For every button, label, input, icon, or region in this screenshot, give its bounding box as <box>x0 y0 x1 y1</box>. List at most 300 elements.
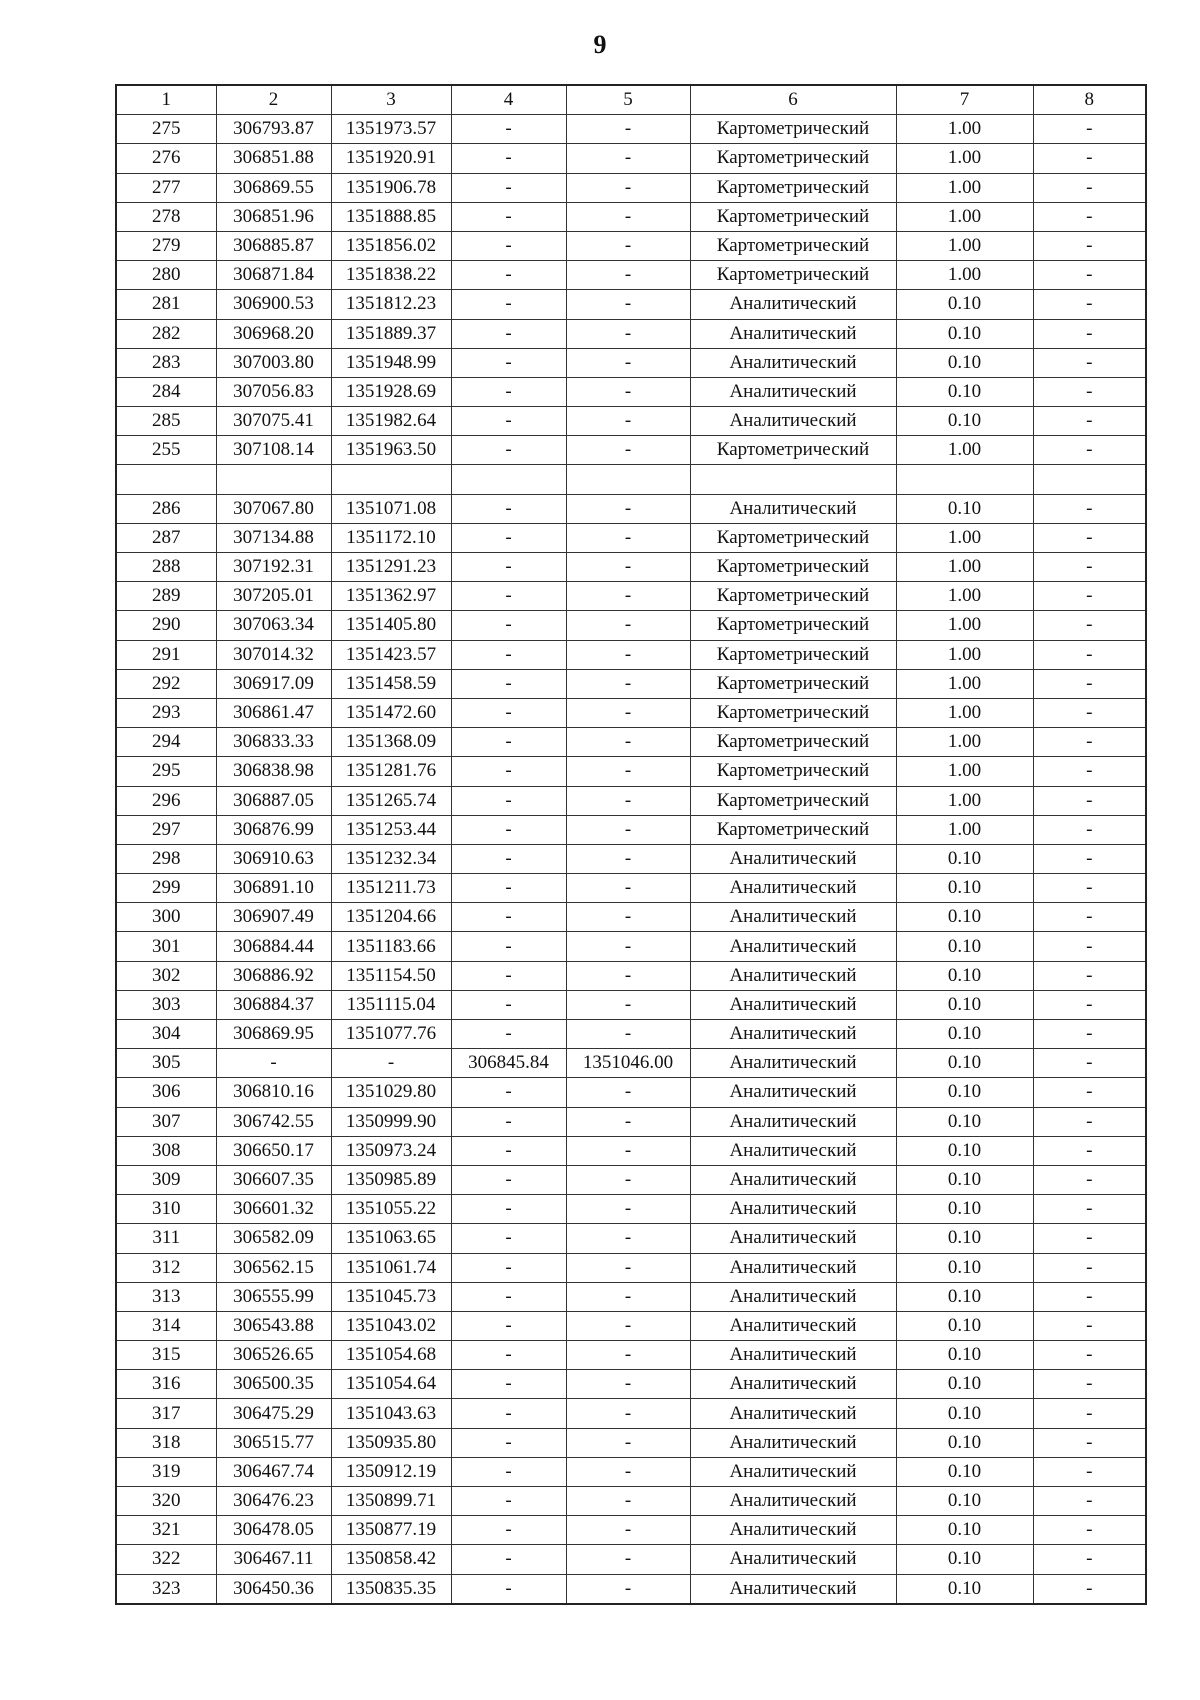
y-old-coordinate-cell: - <box>566 115 690 144</box>
y-old-coordinate-cell: - <box>566 669 690 698</box>
point-number-cell: 302 <box>116 961 216 990</box>
point-number-cell: 311 <box>116 1224 216 1253</box>
description-cell: - <box>1033 1253 1146 1282</box>
accuracy-cell: 0.10 <box>896 1195 1033 1224</box>
accuracy-cell: 1.00 <box>896 640 1033 669</box>
method-cell: Картометрический <box>690 523 896 552</box>
accuracy-cell: 1.00 <box>896 669 1033 698</box>
y-old-coordinate-cell: 1351046.00 <box>566 1049 690 1078</box>
accuracy-cell: 0.10 <box>896 1341 1033 1370</box>
x-coordinate-cell: 307205.01 <box>216 582 331 611</box>
description-cell: - <box>1033 582 1146 611</box>
point-number-cell: 278 <box>116 202 216 231</box>
description-cell: - <box>1033 173 1146 202</box>
point-number-cell: 300 <box>116 903 216 932</box>
x-old-coordinate-cell: - <box>451 990 566 1019</box>
description-cell: - <box>1033 844 1146 873</box>
y-old-coordinate-cell: - <box>566 494 690 523</box>
table-row <box>116 786 1146 815</box>
point-number-cell: 293 <box>116 698 216 727</box>
method-cell: Картометрический <box>690 173 896 202</box>
method-cell: Аналитический <box>690 1341 896 1370</box>
table-row <box>116 1020 1146 1049</box>
accuracy-cell: 1.00 <box>896 202 1033 231</box>
x-coordinate-cell: 306467.74 <box>216 1457 331 1486</box>
x-old-coordinate-cell: - <box>451 1487 566 1516</box>
x-old-coordinate-cell: - <box>451 1165 566 1194</box>
x-old-coordinate-cell: - <box>451 1457 566 1486</box>
y-coordinate-cell: 1350899.71 <box>331 1487 451 1516</box>
point-number-cell: 285 <box>116 407 216 436</box>
point-number-cell: 308 <box>116 1136 216 1165</box>
table-row <box>116 903 1146 932</box>
accuracy-cell: 0.10 <box>896 1107 1033 1136</box>
x-coordinate-cell: 307003.80 <box>216 348 331 377</box>
accuracy-cell: 0.10 <box>896 1516 1033 1545</box>
x-old-coordinate-cell: - <box>451 1574 566 1604</box>
method-cell: Аналитический <box>690 1165 896 1194</box>
y-old-coordinate-cell: - <box>566 640 690 669</box>
description-cell: - <box>1033 1136 1146 1165</box>
accuracy-cell: 1.00 <box>896 144 1033 173</box>
accuracy-cell: 0.10 <box>896 1165 1033 1194</box>
table-row <box>116 1457 1146 1486</box>
description-cell: - <box>1033 961 1146 990</box>
description-cell: - <box>1033 728 1146 757</box>
description-cell: - <box>1033 1487 1146 1516</box>
point-number-cell: 275 <box>116 115 216 144</box>
x-coordinate-cell: 307063.34 <box>216 611 331 640</box>
y-coordinate-cell: 1351071.08 <box>331 494 451 523</box>
y-old-coordinate-cell: - <box>566 698 690 727</box>
point-number-cell: 255 <box>116 436 216 465</box>
x-old-coordinate-cell: - <box>451 669 566 698</box>
y-coordinate-cell: 1351054.68 <box>331 1341 451 1370</box>
x-old-coordinate-cell: - <box>451 1428 566 1457</box>
y-coordinate-cell: 1351183.66 <box>331 932 451 961</box>
y-coordinate-cell: 1351405.80 <box>331 611 451 640</box>
table-row <box>116 669 1146 698</box>
x-coordinate-cell: - <box>216 1049 331 1078</box>
accuracy-cell: 0.10 <box>896 1487 1033 1516</box>
accuracy-cell: 1.00 <box>896 757 1033 786</box>
y-coordinate-cell: 1351888.85 <box>331 202 451 231</box>
description-cell: - <box>1033 1545 1146 1574</box>
x-coordinate-cell: 306515.77 <box>216 1428 331 1457</box>
y-old-coordinate-cell: - <box>566 436 690 465</box>
x-old-coordinate-cell: - <box>451 407 566 436</box>
point-number-cell: 322 <box>116 1545 216 1574</box>
table-row <box>116 1253 1146 1282</box>
point-number-cell: 276 <box>116 144 216 173</box>
x-coordinate-cell: 307192.31 <box>216 553 331 582</box>
point-number-cell: 284 <box>116 377 216 406</box>
accuracy-cell: 0.10 <box>896 1253 1033 1282</box>
y-coordinate-cell: 1351281.76 <box>331 757 451 786</box>
method-cell: Аналитический <box>690 1428 896 1457</box>
method-cell: Аналитический <box>690 407 896 436</box>
x-coordinate-cell: 306543.88 <box>216 1311 331 1340</box>
x-old-coordinate-cell: - <box>451 231 566 260</box>
method-cell: Аналитический <box>690 874 896 903</box>
accuracy-cell <box>896 465 1033 494</box>
method-cell: Картометрический <box>690 261 896 290</box>
accuracy-cell: 0.10 <box>896 319 1033 348</box>
table-row <box>116 961 1146 990</box>
table-row <box>116 261 1146 290</box>
x-old-coordinate-cell: - <box>451 757 566 786</box>
method-cell: Аналитический <box>690 1282 896 1311</box>
x-old-coordinate-cell: - <box>451 348 566 377</box>
x-old-coordinate-cell: - <box>451 874 566 903</box>
table-row <box>116 377 1146 406</box>
description-cell: - <box>1033 115 1146 144</box>
method-cell: Аналитический <box>690 932 896 961</box>
description-cell: - <box>1033 377 1146 406</box>
method-cell: Аналитический <box>690 1253 896 1282</box>
accuracy-cell: 0.10 <box>896 1078 1033 1107</box>
x-old-coordinate-cell: - <box>451 173 566 202</box>
point-number-cell: 305 <box>116 1049 216 1078</box>
y-old-coordinate-cell: - <box>566 786 690 815</box>
accuracy-cell: 1.00 <box>896 815 1033 844</box>
y-coordinate-cell: 1351154.50 <box>331 961 451 990</box>
y-old-coordinate-cell: - <box>566 144 690 173</box>
accuracy-cell: 0.10 <box>896 1545 1033 1574</box>
y-old-coordinate-cell: - <box>566 348 690 377</box>
x-old-coordinate-cell: - <box>451 202 566 231</box>
table-row <box>116 319 1146 348</box>
method-cell: Картометрический <box>690 698 896 727</box>
y-coordinate-cell: 1351265.74 <box>331 786 451 815</box>
table-row <box>116 815 1146 844</box>
x-coordinate-cell: 306838.98 <box>216 757 331 786</box>
column-header: 3 <box>331 85 451 115</box>
y-coordinate-cell: 1351928.69 <box>331 377 451 406</box>
y-old-coordinate-cell: - <box>566 728 690 757</box>
y-old-coordinate-cell: - <box>566 553 690 582</box>
table-row <box>116 1370 1146 1399</box>
x-old-coordinate-cell: - <box>451 1341 566 1370</box>
x-coordinate-cell: 306885.87 <box>216 231 331 260</box>
x-coordinate-cell: 306884.37 <box>216 990 331 1019</box>
point-number-cell: 299 <box>116 874 216 903</box>
y-old-coordinate-cell: - <box>566 961 690 990</box>
x-coordinate-cell: 306891.10 <box>216 874 331 903</box>
point-number-cell: 306 <box>116 1078 216 1107</box>
table-row <box>116 553 1146 582</box>
x-coordinate-cell: 306968.20 <box>216 319 331 348</box>
x-old-coordinate-cell: - <box>451 1311 566 1340</box>
x-old-coordinate-cell: - <box>451 1282 566 1311</box>
x-coordinate-cell: 306526.65 <box>216 1341 331 1370</box>
y-old-coordinate-cell: - <box>566 1545 690 1574</box>
accuracy-cell: 0.10 <box>896 348 1033 377</box>
x-old-coordinate-cell: - <box>451 611 566 640</box>
y-coordinate-cell: 1350999.90 <box>331 1107 451 1136</box>
x-old-coordinate-cell: - <box>451 698 566 727</box>
table-row <box>116 1311 1146 1340</box>
point-number-cell: 287 <box>116 523 216 552</box>
x-old-coordinate-cell: - <box>451 786 566 815</box>
table-row <box>116 1487 1146 1516</box>
method-cell: Картометрический <box>690 757 896 786</box>
x-coordinate-cell: 306861.47 <box>216 698 331 727</box>
table-row <box>116 1078 1146 1107</box>
accuracy-cell: 1.00 <box>896 261 1033 290</box>
y-old-coordinate-cell: - <box>566 990 690 1019</box>
x-coordinate-cell: 307134.88 <box>216 523 331 552</box>
accuracy-cell: 0.10 <box>896 990 1033 1019</box>
y-old-coordinate-cell: - <box>566 1516 690 1545</box>
x-old-coordinate-cell: - <box>451 1253 566 1282</box>
y-old-coordinate-cell: - <box>566 319 690 348</box>
accuracy-cell: 0.10 <box>896 1399 1033 1428</box>
table-row <box>116 1574 1146 1604</box>
accuracy-cell: 0.10 <box>896 1136 1033 1165</box>
method-cell: Аналитический <box>690 319 896 348</box>
method-cell: Аналитический <box>690 1370 896 1399</box>
column-header: 2 <box>216 85 331 115</box>
x-old-coordinate-cell: - <box>451 932 566 961</box>
x-old-coordinate-cell: - <box>451 582 566 611</box>
y-old-coordinate-cell: - <box>566 1457 690 1486</box>
x-old-coordinate-cell: - <box>451 1020 566 1049</box>
description-cell: - <box>1033 990 1146 1019</box>
x-old-coordinate-cell <box>451 465 566 494</box>
table-row <box>116 932 1146 961</box>
y-coordinate-cell: 1351812.23 <box>331 290 451 319</box>
description-cell: - <box>1033 1311 1146 1340</box>
accuracy-cell: 0.10 <box>896 290 1033 319</box>
point-number-cell: 317 <box>116 1399 216 1428</box>
y-coordinate-cell: 1351055.22 <box>331 1195 451 1224</box>
accuracy-cell: 0.10 <box>896 494 1033 523</box>
x-old-coordinate-cell: - <box>451 1399 566 1428</box>
description-cell: - <box>1033 523 1146 552</box>
table-row <box>116 1107 1146 1136</box>
method-cell: Картометрический <box>690 669 896 698</box>
x-coordinate-cell <box>216 465 331 494</box>
accuracy-cell: 1.00 <box>896 582 1033 611</box>
description-cell: - <box>1033 319 1146 348</box>
method-cell: Аналитический <box>690 961 896 990</box>
description-cell: - <box>1033 144 1146 173</box>
y-coordinate-cell: 1351054.64 <box>331 1370 451 1399</box>
y-coordinate-cell: 1350877.19 <box>331 1516 451 1545</box>
accuracy-cell: 1.00 <box>896 523 1033 552</box>
description-cell: - <box>1033 640 1146 669</box>
y-old-coordinate-cell: - <box>566 173 690 202</box>
y-coordinate-cell: 1351368.09 <box>331 728 451 757</box>
table-row <box>116 202 1146 231</box>
accuracy-cell: 0.10 <box>896 1224 1033 1253</box>
method-cell: Аналитический <box>690 1574 896 1604</box>
x-old-coordinate-cell: - <box>451 261 566 290</box>
accuracy-cell: 0.10 <box>896 1370 1033 1399</box>
y-coordinate-cell: 1350973.24 <box>331 1136 451 1165</box>
table-row <box>116 1545 1146 1574</box>
description-cell: - <box>1033 757 1146 786</box>
table-row <box>116 757 1146 786</box>
x-old-coordinate-cell: - <box>451 553 566 582</box>
point-number-cell: 318 <box>116 1428 216 1457</box>
x-coordinate-cell: 306450.36 <box>216 1574 331 1604</box>
y-old-coordinate-cell: - <box>566 290 690 319</box>
accuracy-cell: 0.10 <box>896 903 1033 932</box>
y-old-coordinate-cell: - <box>566 1341 690 1370</box>
y-coordinate-cell: 1351045.73 <box>331 1282 451 1311</box>
y-coordinate-cell: 1350912.19 <box>331 1457 451 1486</box>
y-coordinate-cell: 1351043.02 <box>331 1311 451 1340</box>
accuracy-cell: 0.10 <box>896 1311 1033 1340</box>
y-coordinate-cell: 1351211.73 <box>331 874 451 903</box>
x-coordinate-cell: 307014.32 <box>216 640 331 669</box>
y-old-coordinate-cell: - <box>566 1224 690 1253</box>
y-old-coordinate-cell: - <box>566 1253 690 1282</box>
y-coordinate-cell: 1351838.22 <box>331 261 451 290</box>
method-cell: Аналитический <box>690 1020 896 1049</box>
y-coordinate-cell: 1351423.57 <box>331 640 451 669</box>
y-coordinate-cell: 1351856.02 <box>331 231 451 260</box>
x-coordinate-cell: 306917.09 <box>216 669 331 698</box>
accuracy-cell: 1.00 <box>896 611 1033 640</box>
y-old-coordinate-cell: - <box>566 874 690 903</box>
table-row <box>116 1224 1146 1253</box>
method-cell: Аналитический <box>690 903 896 932</box>
method-cell: Аналитический <box>690 1399 896 1428</box>
table-row <box>116 348 1146 377</box>
method-cell: Аналитический <box>690 290 896 319</box>
y-coordinate-cell: 1351458.59 <box>331 669 451 698</box>
method-cell: Аналитический <box>690 494 896 523</box>
method-cell: Аналитический <box>690 1049 896 1078</box>
point-number-cell: 314 <box>116 1311 216 1340</box>
x-old-coordinate-cell: - <box>451 523 566 552</box>
x-coordinate-cell: 307108.14 <box>216 436 331 465</box>
table-row <box>116 1165 1146 1194</box>
accuracy-cell: 1.00 <box>896 173 1033 202</box>
x-old-coordinate-cell: - <box>451 640 566 669</box>
x-coordinate-cell: 306869.55 <box>216 173 331 202</box>
method-cell: Аналитический <box>690 377 896 406</box>
method-cell: Картометрический <box>690 728 896 757</box>
y-coordinate-cell: 1351172.10 <box>331 523 451 552</box>
description-cell: - <box>1033 1078 1146 1107</box>
x-old-coordinate-cell: 306845.84 <box>451 1049 566 1078</box>
description-cell: - <box>1033 348 1146 377</box>
accuracy-cell: 1.00 <box>896 698 1033 727</box>
y-old-coordinate-cell: - <box>566 932 690 961</box>
x-coordinate-cell: 306582.09 <box>216 1224 331 1253</box>
point-number-cell: 277 <box>116 173 216 202</box>
description-cell: - <box>1033 874 1146 903</box>
point-number-cell: 286 <box>116 494 216 523</box>
accuracy-cell: 1.00 <box>896 231 1033 260</box>
point-number-cell: 307 <box>116 1107 216 1136</box>
x-coordinate-cell: 306742.55 <box>216 1107 331 1136</box>
y-old-coordinate-cell: - <box>566 582 690 611</box>
y-coordinate-cell: 1351115.04 <box>331 990 451 1019</box>
x-coordinate-cell: 306851.96 <box>216 202 331 231</box>
y-coordinate-cell: 1351253.44 <box>331 815 451 844</box>
x-coordinate-cell: 306650.17 <box>216 1136 331 1165</box>
table-header-row <box>116 85 1146 115</box>
x-old-coordinate-cell: - <box>451 1545 566 1574</box>
table-row <box>116 144 1146 173</box>
y-old-coordinate-cell: - <box>566 523 690 552</box>
point-number-cell: 298 <box>116 844 216 873</box>
point-number-cell: 319 <box>116 1457 216 1486</box>
y-coordinate-cell: 1351948.99 <box>331 348 451 377</box>
y-coordinate-cell: 1351362.97 <box>331 582 451 611</box>
y-old-coordinate-cell: - <box>566 815 690 844</box>
y-old-coordinate-cell: - <box>566 1282 690 1311</box>
description-cell: - <box>1033 1282 1146 1311</box>
y-old-coordinate-cell: - <box>566 611 690 640</box>
column-header: 6 <box>690 85 896 115</box>
method-cell: Аналитический <box>690 1545 896 1574</box>
point-number-cell: 303 <box>116 990 216 1019</box>
table-row <box>116 640 1146 669</box>
description-cell: - <box>1033 1574 1146 1604</box>
table-row <box>116 494 1146 523</box>
description-cell: - <box>1033 932 1146 961</box>
x-coordinate-cell: 306476.23 <box>216 1487 331 1516</box>
y-coordinate-cell: 1350935.80 <box>331 1428 451 1457</box>
y-old-coordinate-cell: - <box>566 1428 690 1457</box>
description-cell: - <box>1033 202 1146 231</box>
table-row <box>116 436 1146 465</box>
accuracy-cell: 0.10 <box>896 961 1033 990</box>
y-coordinate-cell: 1351906.78 <box>331 173 451 202</box>
description-cell: - <box>1033 1457 1146 1486</box>
point-number-cell: 282 <box>116 319 216 348</box>
x-coordinate-cell: 306876.99 <box>216 815 331 844</box>
description-cell <box>1033 465 1146 494</box>
description-cell: - <box>1033 1195 1146 1224</box>
description-cell: - <box>1033 436 1146 465</box>
accuracy-cell: 1.00 <box>896 436 1033 465</box>
point-number-cell: 320 <box>116 1487 216 1516</box>
x-old-coordinate-cell: - <box>451 436 566 465</box>
y-coordinate-cell: 1350835.35 <box>331 1574 451 1604</box>
method-cell: Картометрический <box>690 815 896 844</box>
y-coordinate-cell <box>331 465 451 494</box>
table-row <box>116 290 1146 319</box>
accuracy-cell: 1.00 <box>896 553 1033 582</box>
y-coordinate-cell: 1351920.91 <box>331 144 451 173</box>
x-coordinate-cell: 306851.88 <box>216 144 331 173</box>
description-cell: - <box>1033 669 1146 698</box>
description-cell: - <box>1033 494 1146 523</box>
y-coordinate-cell: 1351061.74 <box>331 1253 451 1282</box>
description-cell: - <box>1033 1107 1146 1136</box>
y-old-coordinate-cell: - <box>566 261 690 290</box>
y-coordinate-cell: 1351043.63 <box>331 1399 451 1428</box>
column-header: 5 <box>566 85 690 115</box>
description-cell: - <box>1033 407 1146 436</box>
point-number-cell: 301 <box>116 932 216 961</box>
y-old-coordinate-cell: - <box>566 1370 690 1399</box>
table-row <box>116 844 1146 873</box>
x-coordinate-cell: 306607.35 <box>216 1165 331 1194</box>
y-coordinate-cell: 1351029.80 <box>331 1078 451 1107</box>
y-old-coordinate-cell: - <box>566 903 690 932</box>
x-coordinate-cell: 306478.05 <box>216 1516 331 1545</box>
table-row <box>116 698 1146 727</box>
description-cell: - <box>1033 1399 1146 1428</box>
